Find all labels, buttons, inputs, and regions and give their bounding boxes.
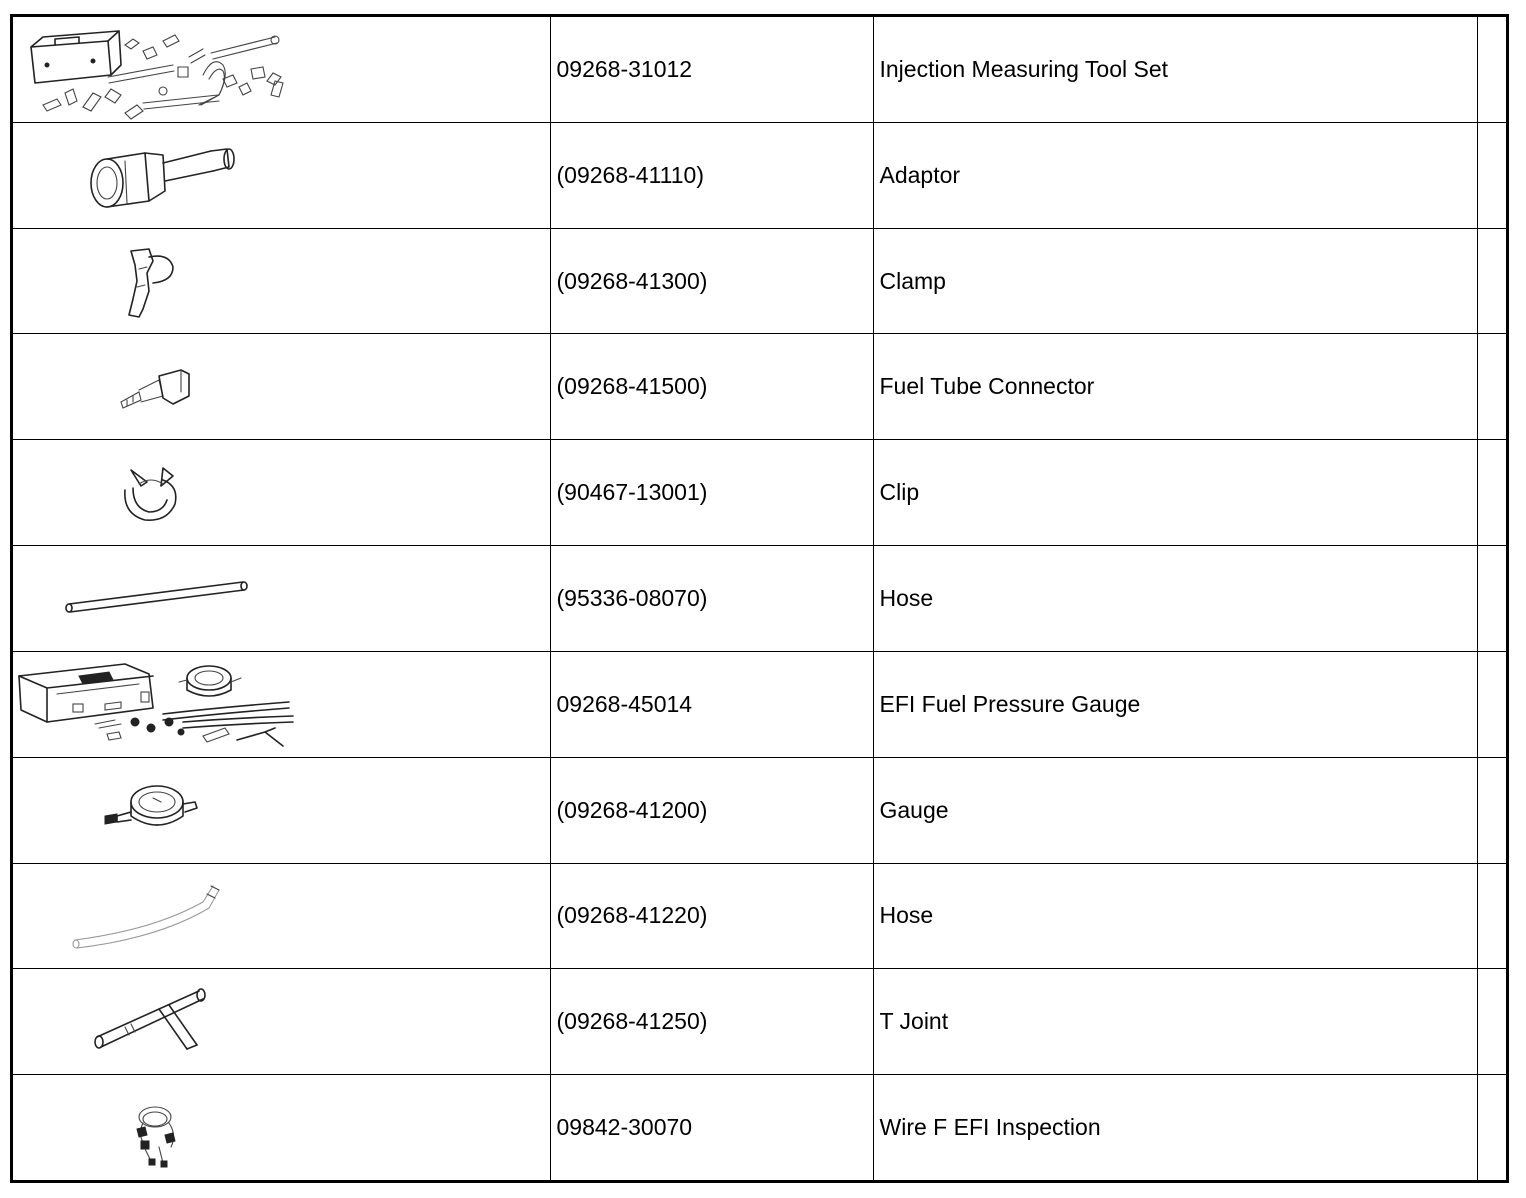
table-row — [13, 863, 1506, 969]
tool-name: Adaptor — [873, 122, 1477, 228]
tool-illustration-cell — [13, 17, 550, 122]
clip-icon — [13, 440, 550, 544]
tool-name: Injection Measuring Tool Set — [873, 17, 1477, 122]
blank-cell — [1477, 546, 1506, 652]
table-row — [13, 651, 1506, 757]
tool-illustration-cell — [13, 757, 550, 863]
tool-name: Gauge — [873, 757, 1477, 863]
special-service-tools-table — [13, 17, 1506, 1180]
tool-name: Wire F EFI Inspection — [873, 1075, 1477, 1180]
part-number: 09842-30070 — [550, 1075, 873, 1180]
table-row — [13, 334, 1506, 440]
table-row — [13, 969, 1506, 1075]
tool-name: Fuel Tube Connector — [873, 334, 1477, 440]
part-number: 09268-45014 — [550, 651, 873, 757]
gauge-icon — [13, 758, 550, 862]
tool-illustration-cell — [13, 546, 550, 652]
tool-illustration-cell — [13, 440, 550, 546]
blank-cell — [1477, 1075, 1506, 1180]
tool-illustration-cell — [13, 969, 550, 1075]
adaptor-icon — [13, 123, 550, 227]
part-number: (09268-41250) — [550, 969, 873, 1075]
table-row — [13, 17, 1506, 122]
blank-cell — [1477, 863, 1506, 969]
blank-cell — [1477, 969, 1506, 1075]
blank-cell — [1477, 122, 1506, 228]
tool-name: Clip — [873, 440, 1477, 546]
tool-illustration-cell — [13, 122, 550, 228]
tool-table-frame — [10, 14, 1509, 1183]
fuel-tube-connector-icon — [13, 334, 550, 438]
part-number: 09268-31012 — [550, 17, 873, 122]
efi-fuel-pressure-gauge-set-icon — [13, 652, 550, 756]
blank-cell — [1477, 651, 1506, 757]
blank-cell — [1477, 757, 1506, 863]
blank-cell — [1477, 440, 1506, 546]
wire-harness-icon — [13, 1075, 550, 1179]
part-number: (90467-13001) — [550, 440, 873, 546]
tool-illustration-cell — [13, 1075, 550, 1180]
table-row — [13, 1075, 1506, 1180]
part-number: (09268-41110) — [550, 122, 873, 228]
tool-name: EFI Fuel Pressure Gauge — [873, 651, 1477, 757]
table-row — [13, 228, 1506, 334]
part-number: (09268-41300) — [550, 228, 873, 334]
tool-illustration-cell — [13, 334, 550, 440]
curved-hose-icon — [13, 864, 550, 968]
table-row — [13, 757, 1506, 863]
table-row — [13, 546, 1506, 652]
t-joint-icon — [13, 969, 550, 1073]
tool-name: Hose — [873, 863, 1477, 969]
part-number: (95336-08070) — [550, 546, 873, 652]
table-row — [13, 122, 1506, 228]
tool-name: Clamp — [873, 228, 1477, 334]
tool-name: T Joint — [873, 969, 1477, 1075]
part-number: (09268-41500) — [550, 334, 873, 440]
tool-illustration-cell — [13, 228, 550, 334]
tool-name: Hose — [873, 546, 1477, 652]
tool-illustration-cell — [13, 651, 550, 757]
part-number: (09268-41220) — [550, 863, 873, 969]
blank-cell — [1477, 17, 1506, 122]
table-row — [13, 440, 1506, 546]
injection-measuring-tool-set-icon — [13, 17, 550, 121]
blank-cell — [1477, 334, 1506, 440]
hose-icon — [13, 546, 550, 650]
clamp-icon — [13, 229, 550, 333]
blank-cell — [1477, 228, 1506, 334]
part-number: (09268-41200) — [550, 757, 873, 863]
tool-illustration-cell — [13, 863, 550, 969]
